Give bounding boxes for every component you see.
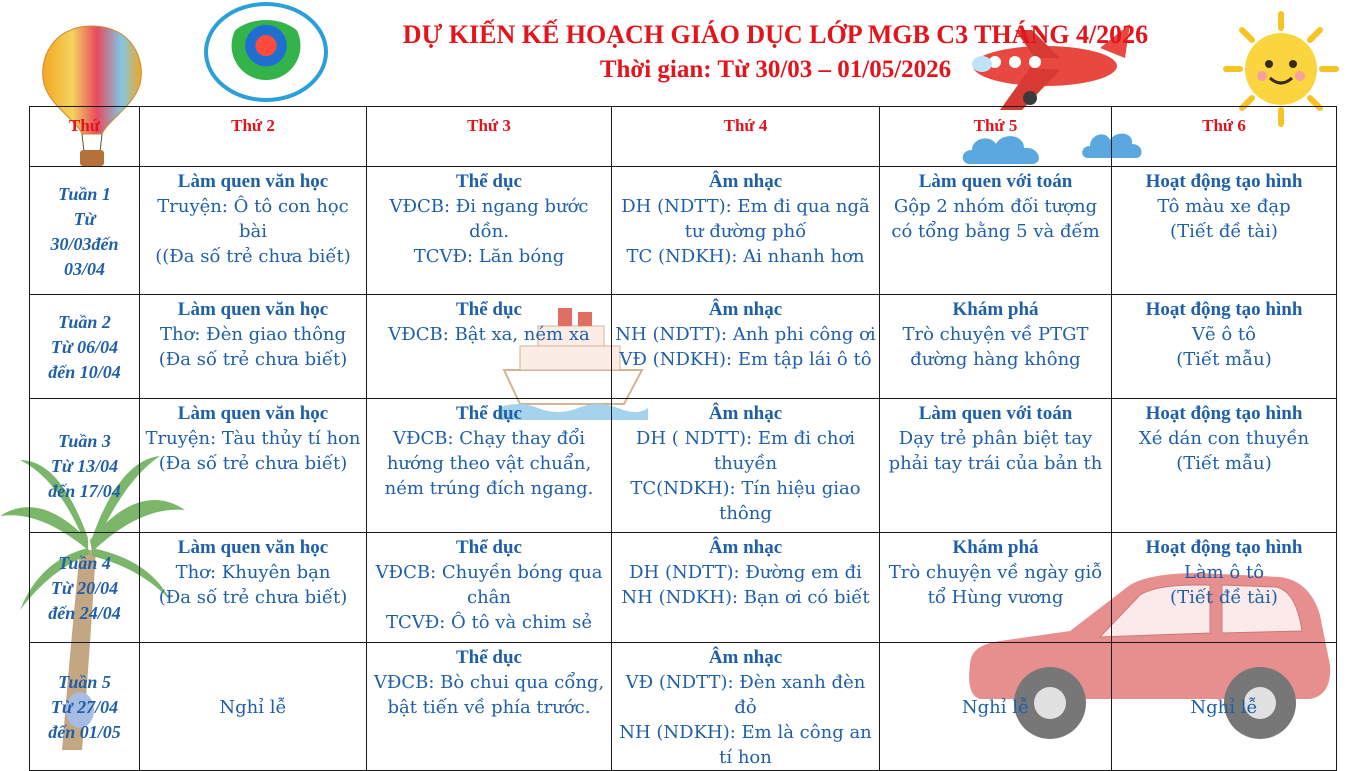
activity-detail: DH (NDTT): Đường em đi bbox=[629, 562, 862, 583]
activity-cell bbox=[880, 167, 1112, 295]
week-row bbox=[30, 399, 1337, 533]
activity-subject: Thể dục bbox=[456, 171, 522, 192]
activity-subject: Thể dục bbox=[456, 537, 522, 558]
column-header-day: Thứ bbox=[30, 107, 140, 167]
activity-detail: TC (NDKH): Ai nhanh hơn bbox=[626, 246, 865, 267]
activity-detail: Vẽ ô tô bbox=[1191, 324, 1256, 345]
activity-detail: VĐCB: Đi ngang bước dồn. bbox=[389, 196, 589, 242]
activity-subject: Âm nhạc bbox=[708, 299, 783, 320]
activity-cell bbox=[1112, 399, 1337, 533]
activity-cell bbox=[880, 643, 1112, 771]
activity-detail: Tô màu xe đạp bbox=[1157, 196, 1291, 217]
activity-detail: Gộp 2 nhóm đối tượng có tổng bằng 5 và đếm bbox=[891, 196, 1100, 242]
page-title: DỰ KIẾN KẾ HOẠCH GIÁO DỤC LỚP MGB C3 THÁNG 4/2026 bbox=[402, 20, 1149, 49]
schedule-table bbox=[29, 106, 1337, 771]
activity-cell bbox=[367, 167, 612, 295]
activity-cell bbox=[140, 533, 367, 643]
week-label bbox=[30, 643, 140, 771]
activity-subject: Làm quen với toán bbox=[918, 403, 1073, 424]
week-row bbox=[30, 643, 1337, 771]
activity-subject: Thể dục bbox=[456, 299, 522, 320]
activity-detail: (Tiết mẫu) bbox=[1176, 349, 1272, 370]
activity-detail: VĐCB: Chạy thay đổi hướng theo vật chuẩn, ném trúng đích ngang. bbox=[384, 428, 594, 499]
activity-cell bbox=[140, 295, 367, 399]
activity-detail: (Tiết mẫu) bbox=[1176, 453, 1272, 474]
week-row bbox=[30, 533, 1337, 643]
activity-cell bbox=[1112, 167, 1337, 295]
week-label bbox=[30, 399, 140, 533]
week-label-line: Từ 13/04 bbox=[50, 456, 119, 476]
activity-cell bbox=[367, 399, 612, 533]
activity-cell bbox=[612, 643, 880, 771]
activity-subject: Hoạt động tạo hình bbox=[1145, 403, 1303, 424]
activity-detail: Nghỉ lễ bbox=[219, 697, 287, 718]
activity-subject: Hoạt động tạo hình bbox=[1145, 299, 1303, 320]
week-row bbox=[30, 295, 1337, 399]
week-label-line: Tuần 3 bbox=[58, 431, 111, 451]
activity-detail: (Đa số trẻ chưa biết) bbox=[158, 349, 348, 370]
activity-detail: Truyện: Ô tô con học bài bbox=[157, 196, 349, 242]
week-label-line: Từ bbox=[73, 208, 96, 229]
school-logo bbox=[204, 2, 328, 102]
activity-subject: Âm nhạc bbox=[708, 537, 783, 558]
activity-detail: TCVĐ: Ô tô và chim sẻ bbox=[385, 612, 593, 633]
activity-detail: Trò chuyện về ngày giỗ tổ Hùng vương bbox=[888, 562, 1103, 608]
activity-detail: VĐ (NDKH): Em tập lái ô tô bbox=[619, 349, 872, 370]
activity-subject: Làm quen văn học bbox=[177, 537, 329, 558]
week-label-line: Từ 27/04 bbox=[50, 697, 119, 717]
week-label-line: đến 10/04 bbox=[48, 362, 121, 382]
activity-detail: DH ( NDTT): Em đi chơi thuyền bbox=[635, 428, 856, 474]
activity-cell bbox=[612, 399, 880, 533]
activity-detail: TCVĐ: Lăn bóng bbox=[413, 246, 565, 267]
activity-detail: VĐCB: Bò chui qua cổng, bật tiến về phía trước. bbox=[373, 672, 605, 718]
page-subtitle: Thời gian: Từ 30/03 – 01/05/2026 bbox=[599, 56, 952, 83]
column-header-mon: Thứ 2 bbox=[140, 107, 367, 167]
activity-subject: Làm quen văn học bbox=[177, 403, 329, 424]
week-row bbox=[30, 167, 1337, 295]
activity-detail: Thơ: Đèn giao thông bbox=[159, 324, 347, 345]
activity-detail: DH (NDTT): Em đi qua ngã tư đường phố bbox=[621, 196, 870, 242]
activity-subject: Thể dục bbox=[456, 647, 522, 668]
activity-detail: Nghỉ lễ bbox=[1190, 697, 1258, 718]
activity-cell bbox=[367, 295, 612, 399]
week-label-line: đến 17/04 bbox=[48, 481, 121, 501]
activity-subject: Làm quen văn học bbox=[177, 171, 329, 192]
activity-cell bbox=[612, 167, 880, 295]
activity-cell bbox=[140, 643, 367, 771]
week-label-line: đến 01/05 bbox=[48, 722, 121, 742]
week-label-line: Tuần 2 bbox=[58, 312, 111, 332]
week-label bbox=[30, 167, 140, 295]
week-label-line: Từ 20/04 bbox=[50, 578, 119, 598]
activity-detail: Nghỉ lễ bbox=[961, 697, 1030, 718]
activity-detail: VĐCB: Bật xa, ném xa bbox=[388, 324, 590, 345]
activity-detail: Trò chuyện về PTGT đường hàng không bbox=[902, 324, 1089, 370]
activity-cell bbox=[140, 167, 367, 295]
activity-detail: NH (NDKH): Em là công an tí hon bbox=[619, 722, 872, 768]
activity-detail: (Đa số trẻ chưa biết) bbox=[158, 587, 348, 608]
activity-subject: Khám phá bbox=[952, 537, 1039, 558]
activity-subject: Làm quen với toán bbox=[918, 171, 1073, 192]
week-label-line: Tuần 5 bbox=[58, 672, 111, 692]
activity-detail: VĐ (NDTT): Đèn xanh đèn đỏ bbox=[625, 672, 866, 718]
activity-detail: Dạy trẻ phân biệt tay phải tay trái của bản th bbox=[888, 428, 1103, 474]
activity-subject: Làm quen văn học bbox=[177, 299, 329, 320]
activity-cell bbox=[1112, 643, 1337, 771]
activity-cell bbox=[612, 533, 880, 643]
activity-subject: Âm nhạc bbox=[708, 647, 783, 668]
column-header-wed: Thứ 4 bbox=[612, 107, 880, 167]
activity-subject: Thể dục bbox=[456, 403, 522, 424]
week-label-line: Tuần 4 bbox=[58, 553, 111, 573]
week-label-line: Tuần 1 bbox=[58, 183, 111, 204]
activity-subject: Hoạt động tạo hình bbox=[1145, 537, 1303, 558]
activity-cell bbox=[1112, 295, 1337, 399]
activity-detail: Thơ: Khuyên bạn bbox=[175, 562, 331, 583]
activity-detail: Xé dán con thuyền bbox=[1138, 428, 1310, 449]
activity-subject: Âm nhạc bbox=[708, 403, 783, 424]
column-header-tue: Thứ 3 bbox=[367, 107, 612, 167]
header-row bbox=[30, 107, 1337, 167]
activity-detail: NH (NDKH): Bạn ơi có biết bbox=[621, 587, 870, 608]
activity-detail: (Tiết đề tài) bbox=[1170, 587, 1278, 608]
activity-detail: (Tiết đề tài) bbox=[1170, 221, 1278, 242]
activity-detail: VĐCB: Chuyền bóng qua chân bbox=[375, 562, 603, 608]
activity-cell bbox=[367, 533, 612, 643]
activity-cell bbox=[612, 295, 880, 399]
activity-detail: NH (NDTT): Anh phi công ơi bbox=[615, 324, 876, 345]
week-label-line: Từ 06/04 bbox=[50, 337, 119, 357]
week-label-line: đến 24/04 bbox=[48, 603, 121, 623]
activity-subject: Âm nhạc bbox=[708, 171, 783, 192]
activity-cell bbox=[880, 295, 1112, 399]
activity-cell bbox=[367, 643, 612, 771]
column-header-thu: Thứ 5 bbox=[880, 107, 1112, 167]
activity-subject: Khám phá bbox=[952, 299, 1039, 320]
activity-subject: Hoạt động tạo hình bbox=[1145, 171, 1303, 192]
column-header-fri: Thứ 6 bbox=[1112, 107, 1337, 167]
week-label bbox=[30, 295, 140, 399]
week-label bbox=[30, 533, 140, 643]
activity-cell bbox=[1112, 533, 1337, 643]
activity-detail: Truyện: Tàu thủy tí hon bbox=[145, 428, 361, 449]
activity-cell bbox=[140, 399, 367, 533]
activity-cell bbox=[880, 399, 1112, 533]
activity-detail: ((Đa số trẻ chưa biết) bbox=[155, 246, 351, 267]
activity-detail: (Đa số trẻ chưa biết) bbox=[158, 453, 348, 474]
activity-detail: Làm ô tô bbox=[1183, 562, 1265, 583]
activity-cell bbox=[880, 533, 1112, 643]
activity-detail: TC(NDKH): Tín hiệu giao thông bbox=[630, 478, 861, 524]
week-label-line: 03/04 bbox=[63, 258, 105, 279]
week-label-line: 30/03đến bbox=[50, 233, 119, 254]
